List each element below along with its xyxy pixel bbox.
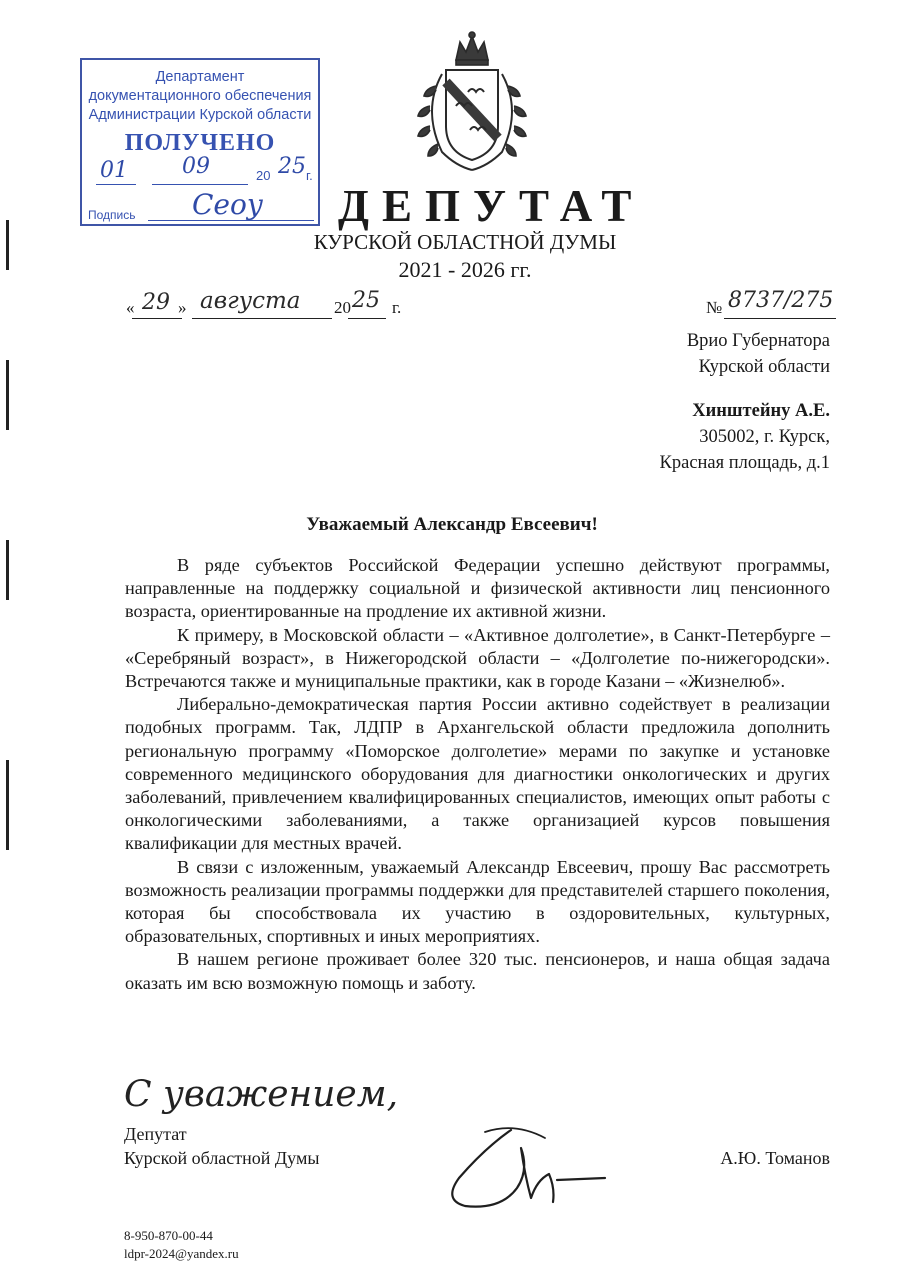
letter-number-sign: № xyxy=(706,298,723,317)
letter-body xyxy=(125,554,830,995)
date-underline xyxy=(348,318,386,319)
body-paragraph: В нашем регионе проживает более 320 тыс. пенсионеров, и наша общая задача оказать им всю возможную помощь и заботу. xyxy=(125,949,830,993)
stamp-date-day: 01 xyxy=(100,158,128,183)
stamp-department-line: Департамент xyxy=(155,69,245,85)
recipient-name: Хинштейну А.Е. xyxy=(692,401,830,421)
stamp-date-line xyxy=(96,184,136,185)
date-close-quote: » xyxy=(178,298,187,317)
stamp-received-label: ПОЛУЧЕНО xyxy=(124,130,276,156)
date-year-unit: г. xyxy=(392,298,402,317)
recipient-address-line: 305002, г. Курск, xyxy=(699,427,830,447)
recipient-address-line: Красная площадь, д.1 xyxy=(659,453,830,473)
date-open-quote: « xyxy=(126,298,135,317)
sender-block xyxy=(124,1122,319,1170)
stamp-department xyxy=(82,68,318,125)
coat-of-arms-emblem xyxy=(412,30,532,176)
stamp-signature-label: Подпись xyxy=(88,208,136,222)
date-underline xyxy=(192,318,332,319)
letterhead-term: 2021 - 2026 гг. xyxy=(398,257,532,282)
recipient-position xyxy=(687,328,830,380)
greeting: Уважаемый Александр Евсеевич! xyxy=(306,514,598,535)
body-paragraph: В ряде субъектов Российской Федерации успешно действуют программы, направленные на поддержку социальной и физической активности лиц пенсионного возраста, ориентированные на продление их активной жизни. xyxy=(125,555,830,622)
recipient-position-line: Врио Губернатора xyxy=(686,331,830,351)
letter-number-value: 8737/275 xyxy=(728,288,834,313)
sender-organization: Курской областной Думы xyxy=(124,1148,320,1168)
date-underline xyxy=(132,318,182,319)
stamp-date-unit: г. xyxy=(306,168,313,183)
contact-phone: 8-950-870-00-44 xyxy=(124,1228,213,1243)
sender-title: Депутат xyxy=(124,1124,187,1144)
date-year: 25 xyxy=(352,288,380,313)
received-stamp xyxy=(80,58,320,226)
stamp-signature: Сеоу xyxy=(192,188,264,221)
letter-number xyxy=(706,288,856,322)
date-month: августа xyxy=(200,288,301,314)
recipient-address xyxy=(660,398,830,476)
stamp-department-line: документационного обеспечения xyxy=(88,88,312,104)
stamp-date-year: 25 xyxy=(278,154,306,179)
recipient-position-line: Курской области xyxy=(698,357,830,377)
stamp-date-month: 09 xyxy=(182,154,210,179)
body-paragraph: Либерально-демократическая партия России активно содействует в реализации подобных программ. Так, ЛДПР в Архангельской области предложила дополнить региональную программу «Поморское долголетие» мерами по закупке и установке современного медицинского оборудования для диагностики онкологических и других заболеваний, привлечением квалифицированных специалистов, имеющих опыт работы с онкологическими заболеваниями, а также организацией курсов повышения квалификации для местных врачей. xyxy=(125,694,830,854)
sender-name: А.Ю. Томанов xyxy=(720,1148,830,1168)
margin-mark xyxy=(6,360,9,430)
stamp-department-line: Администрации Курской области xyxy=(88,107,312,123)
margin-mark xyxy=(6,760,9,850)
stamp-date-line xyxy=(152,184,248,185)
letterhead-title: ДЕПУТАТ xyxy=(338,181,645,231)
body-paragraph: К примеру, в Московской области – «Активное долголетие», в Санкт-Петербурге – «Серебряный возраст», в Нижегородской области – «Долголетие по-нижегородски». Встречаются также и муниципальные практики, как в городе Казани – «Жизнелюб». xyxy=(125,624,830,692)
contact-email: ldpr-2024@yandex.ru xyxy=(124,1246,239,1261)
letter-date xyxy=(126,288,416,322)
letterhead-subtitle: КУРСКОЙ ОБЛАСТНОЙ ДУМЫ xyxy=(313,230,617,254)
contacts xyxy=(124,1227,239,1263)
letter-number-underline xyxy=(724,318,836,319)
stamp-date-year-prefix: 20 xyxy=(256,168,271,183)
margin-mark xyxy=(6,220,9,270)
date-day: 29 xyxy=(142,290,170,315)
body-paragraph: В связи с изложенным, уважаемый Александр Евсеевич, прошу Вас рассмотреть возможность реализации программы поддержки для представителей старшего поколения, которая бы способствовала их участию в оздоровительных, культурных, образовательных, спортивных и иных мероприятиях. xyxy=(125,856,830,947)
date-year-prefix: 20 xyxy=(334,298,351,317)
margin-mark xyxy=(6,540,9,600)
closing-regards: С уважением, xyxy=(124,1074,399,1115)
handwritten-signature xyxy=(425,1118,615,1218)
